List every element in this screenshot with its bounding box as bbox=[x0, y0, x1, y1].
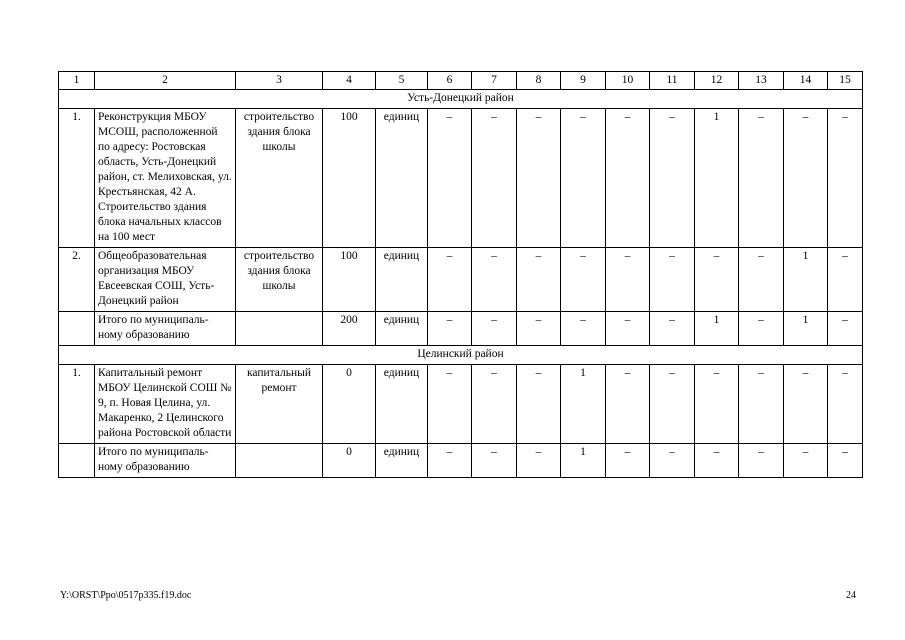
year-cell: – bbox=[650, 248, 695, 312]
year-cell: – bbox=[472, 312, 517, 346]
section-title: Целинский район bbox=[59, 346, 863, 365]
capacity-value: 0 bbox=[323, 444, 376, 478]
row-number bbox=[59, 444, 95, 478]
year-cell: – bbox=[606, 109, 650, 248]
capacity-value: 100 bbox=[323, 109, 376, 248]
unit-label: единиц bbox=[376, 248, 428, 312]
object-name: Реконструкция МБОУ МСОШ, расположенной по адресу: Ростовская область, Усть-Донецкий район, ст. Мелиховская, ул. Крестьянская, 42 А. Строительство здания блока начальных классов на 100 мест bbox=[95, 109, 236, 248]
year-cell: – bbox=[828, 248, 863, 312]
header-cell: 11 bbox=[650, 72, 695, 90]
year-cell: – bbox=[517, 444, 561, 478]
year-cell: – bbox=[561, 312, 606, 346]
year-cell: – bbox=[428, 109, 472, 248]
header-cell: 13 bbox=[739, 72, 784, 90]
year-cell: – bbox=[606, 365, 650, 444]
year-cell: 1 bbox=[784, 312, 828, 346]
year-cell: – bbox=[517, 365, 561, 444]
year-cell: – bbox=[428, 312, 472, 346]
year-cell: – bbox=[695, 365, 739, 444]
year-cell: 1 bbox=[695, 109, 739, 248]
header-cell: 9 bbox=[561, 72, 606, 90]
year-cell: 1 bbox=[784, 248, 828, 312]
year-cell: – bbox=[472, 248, 517, 312]
table-body bbox=[59, 72, 863, 478]
table-row bbox=[59, 312, 863, 346]
year-cell: – bbox=[606, 248, 650, 312]
footer-file-path: Y:\ORST\Ppo\0517p335.f19.doc bbox=[60, 590, 192, 601]
table-row bbox=[59, 248, 863, 312]
year-cell: – bbox=[739, 109, 784, 248]
object-name: Общеобразовательная организация МБОУ Евсеевская СОШ, Усть-Донецкий район bbox=[95, 248, 236, 312]
header-row bbox=[59, 72, 863, 90]
unit-label: единиц bbox=[376, 109, 428, 248]
year-cell: – bbox=[428, 444, 472, 478]
section-row bbox=[59, 90, 863, 109]
row-number: 1. bbox=[59, 109, 95, 248]
work-type: строительство здания блока школы bbox=[236, 109, 323, 248]
header-cell: 10 bbox=[606, 72, 650, 90]
year-cell: – bbox=[784, 365, 828, 444]
table-row bbox=[59, 365, 863, 444]
capacity-value: 200 bbox=[323, 312, 376, 346]
header-cell: 12 bbox=[695, 72, 739, 90]
program-table bbox=[58, 71, 863, 478]
header-cell: 1 bbox=[59, 72, 95, 90]
header-cell: 3 bbox=[236, 72, 323, 90]
object-name: Капитальный ремонт МБОУ Целинской СОШ № 9, п. Новая Целина, ул. Макаренко, 2 Целинского района Ростовской области bbox=[95, 365, 236, 444]
year-cell: – bbox=[784, 109, 828, 248]
year-cell: – bbox=[606, 444, 650, 478]
year-cell: – bbox=[517, 312, 561, 346]
unit-label: единиц bbox=[376, 312, 428, 346]
header-cell: 15 bbox=[828, 72, 863, 90]
header-cell: 14 bbox=[784, 72, 828, 90]
header-cell: 5 bbox=[376, 72, 428, 90]
year-cell: – bbox=[650, 365, 695, 444]
work-type: строительство здания блока школы bbox=[236, 248, 323, 312]
year-cell: – bbox=[650, 109, 695, 248]
header-cell: 7 bbox=[472, 72, 517, 90]
year-cell: 1 bbox=[695, 312, 739, 346]
year-cell: – bbox=[428, 365, 472, 444]
year-cell: – bbox=[472, 444, 517, 478]
capacity-value: 100 bbox=[323, 248, 376, 312]
year-cell: – bbox=[650, 312, 695, 346]
year-cell: – bbox=[739, 444, 784, 478]
year-cell: – bbox=[739, 312, 784, 346]
capacity-value: 0 bbox=[323, 365, 376, 444]
year-cell: – bbox=[472, 109, 517, 248]
header-cell: 2 bbox=[95, 72, 236, 90]
year-cell: – bbox=[517, 109, 561, 248]
year-cell: – bbox=[472, 365, 517, 444]
unit-label: единиц bbox=[376, 365, 428, 444]
section-title: Усть-Донецкий район bbox=[59, 90, 863, 109]
year-cell: – bbox=[428, 248, 472, 312]
year-cell: – bbox=[828, 365, 863, 444]
year-cell: – bbox=[561, 109, 606, 248]
header-cell: 6 bbox=[428, 72, 472, 90]
row-number: 1. bbox=[59, 365, 95, 444]
year-cell: – bbox=[828, 444, 863, 478]
work-type: капитальный ремонт bbox=[236, 365, 323, 444]
work-type bbox=[236, 312, 323, 346]
page-number: 24 bbox=[846, 590, 856, 601]
year-cell: – bbox=[784, 444, 828, 478]
object-name: Итого по муниципаль-ному образованию bbox=[95, 312, 236, 346]
year-cell: 1 bbox=[561, 444, 606, 478]
object-name: Итого по муниципаль-ному образованию bbox=[95, 444, 236, 478]
row-number bbox=[59, 312, 95, 346]
table-row bbox=[59, 109, 863, 248]
header-cell: 4 bbox=[323, 72, 376, 90]
year-cell: – bbox=[828, 312, 863, 346]
table-row bbox=[59, 444, 863, 478]
year-cell: – bbox=[739, 365, 784, 444]
year-cell: – bbox=[739, 248, 784, 312]
year-cell: – bbox=[695, 248, 739, 312]
section-row bbox=[59, 346, 863, 365]
year-cell: – bbox=[517, 248, 561, 312]
year-cell: – bbox=[695, 444, 739, 478]
year-cell: – bbox=[606, 312, 650, 346]
unit-label: единиц bbox=[376, 444, 428, 478]
header-cell: 8 bbox=[517, 72, 561, 90]
year-cell: – bbox=[650, 444, 695, 478]
work-type bbox=[236, 444, 323, 478]
row-number: 2. bbox=[59, 248, 95, 312]
year-cell: – bbox=[561, 248, 606, 312]
year-cell: 1 bbox=[561, 365, 606, 444]
year-cell: – bbox=[828, 109, 863, 248]
